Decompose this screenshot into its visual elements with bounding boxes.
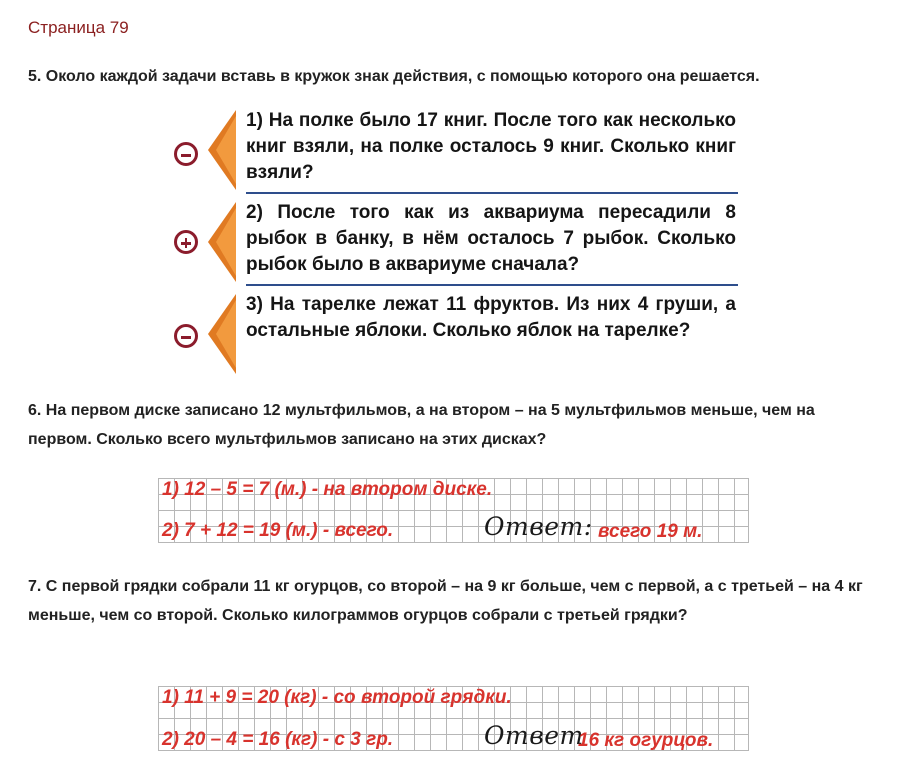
task-6-line-2: 2) 7 + 12 = 19 (м.) - всего. (162, 520, 394, 541)
minus-sign-icon (174, 324, 198, 348)
divider (246, 192, 738, 194)
task-7-line-2: 2) 20 – 4 = 16 (кг) - с 3 гр. (162, 729, 394, 750)
problem-1-text: 1) На полке было 17 книг. После того как несколько книг взяли, на полке осталось 9 книг. Сколько книг взяли? (246, 110, 736, 183)
task-7-answer-word: Ответ (484, 721, 584, 750)
problem-2-text: 2) После того как из аквариума пересадили 8 рыбок в банку, в нём осталось 7 рыбок. Сколько рыбок было в аквариуме сначала? (246, 202, 736, 275)
plus-sign-icon (174, 230, 198, 254)
task-6-answer-value: всего 19 м. (598, 521, 703, 542)
task-6-answer-word: Ответ: (484, 512, 593, 541)
minus-sign-icon (174, 142, 198, 166)
task-6-line-1: 1) 12 – 5 = 7 (м.) - на втором диске. (162, 479, 493, 500)
problem-3 (170, 292, 740, 378)
problem-3-text: 3) На тарелке лежат 11 фруктов. Из них 4 груши, а остальные яблоки. Сколько яблок на тарелке? (246, 294, 736, 341)
task-7-solution-grid (158, 686, 749, 751)
orange-wedge-icon (208, 294, 238, 374)
page-label: Страница 79 (28, 18, 129, 37)
orange-wedge-icon (208, 110, 238, 190)
task-6-text: 6. На первом диске записано 12 мультфильмов, а на втором – на 5 мультфильмов меньше, чем на первом. Сколько всего мультфильмов записано на этих дисках? (28, 402, 815, 448)
orange-wedge-icon (208, 202, 238, 282)
task-7-text: 7. С первой грядки собрали 11 кг огурцов, со второй – на 9 кг больше, чем с первой, а с третьей – на 4 кг меньше, чем со второй. Сколько килограммов огурцов собрали с третьей грядки? (28, 578, 863, 624)
problem-1 (170, 108, 740, 194)
task-6-solution-grid (158, 478, 749, 543)
problem-2 (170, 200, 740, 286)
divider (246, 284, 738, 286)
problems-panel (170, 106, 740, 376)
task-7-answer-value: 16 кг огурцов. (578, 730, 714, 751)
task-5-text: 5. Около каждой задачи вставь в кружок знак действия, с помощью которого она решается. (28, 68, 760, 85)
task-7-line-1: 1) 11 + 9 = 20 (кг) - со второй грядки. (162, 687, 512, 708)
